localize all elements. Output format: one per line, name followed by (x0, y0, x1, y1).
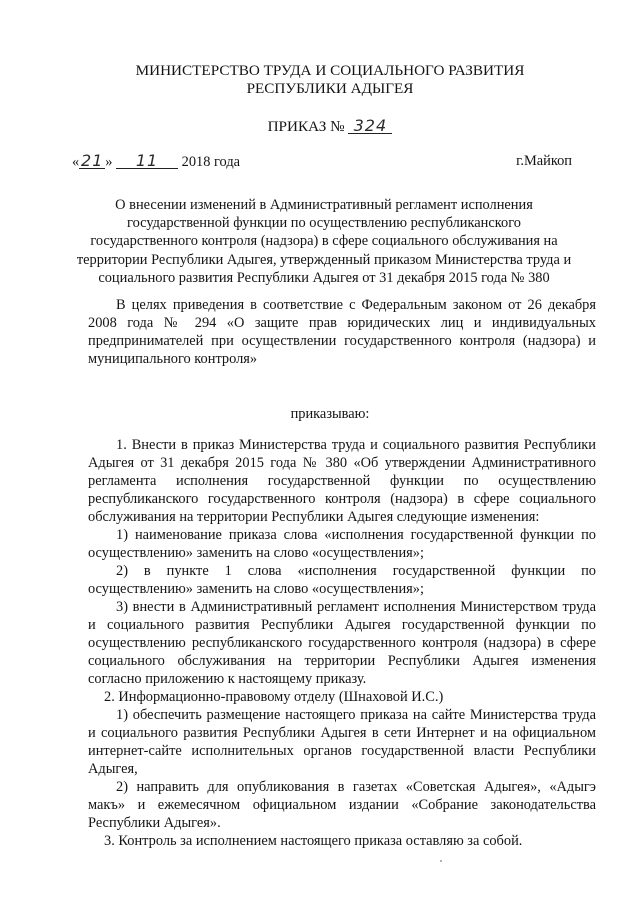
item-3: 3. Контроль за исполнением настоящего приказа оставляю за собой. (104, 833, 523, 849)
ministry-name-line1: МИНИСТЕРСТВО ТРУДА И СОЦИАЛЬНОГО РАЗВИТИЯ (135, 62, 525, 79)
date-day: 21 (81, 151, 104, 170)
item-1-3: 3) внести в Административный регламент исполнения Министерством труда и социального развития Республики Адыгея государственной функции по осуществлению республиканского государственного контроля (надзора) в сфере социального обслуживания на территории Республики Адыгея изменения согласно приложению к настоящему приказу. (88, 599, 596, 687)
item-2-2: 2) направить для опубликования в газетах «Советская Адыгея», «Адыгэ макъ» и ежемесячном официальном издании «Собрание законодательства Республики Адыгея». (88, 779, 596, 831)
order-subject (76, 196, 572, 287)
order-number: 324 (348, 118, 392, 134)
preamble-paragraph: В целях приведения в соответствие с Федеральным законом от 26 декабря 2008 года № 294 «О защите прав юридических лиц и индивидуальных предпринимателей при осуществлении государственного контроля (надзора) и муниципального контроля» (88, 297, 596, 367)
order-label: ПРИКАЗ № (267, 118, 345, 135)
scan-speck (440, 860, 442, 862)
item-1-1: 1) наименование приказа слова «исполнения государственной функции по осуществлению» заменить на слово «осуществления»; (88, 527, 596, 561)
ministry-header (60, 62, 600, 98)
item-2-1: 1) обеспечить размещение настоящего приказа на сайте Министерства труда и социального развития Республики Адыгея в сети Интернет и на официальном интернет-сайте исполнительных органов государственной власти Республики Адыгея, (88, 707, 596, 777)
subject-line: государственной функции по осуществлению республиканского (127, 215, 521, 232)
item-1: 1. Внести в приказ Министерства труда и социального развития Республики Адыгея от 31 декабря 2015 года № 380 «Об утверждении Административного регламента исполнения государственной функции по осуществлению республиканского государственного контроля (надзора) в сфере социального обслуживания на территории Республики Адыгея следующие изменения: (88, 437, 596, 525)
subject-line: территории Республики Адыгея, утвержденный приказом Министерства труда и (76, 251, 572, 268)
item-1-2: 2) в пункте 1 слова «исполнения государственной функции по осуществлению» заменить на слово «осуществления»; (88, 563, 596, 597)
item-2: 2. Информационно-правовому отделу (Шнаховой И.С.) (104, 689, 444, 705)
order-title (60, 118, 600, 136)
date-close-quote: » (105, 154, 113, 170)
date-month: 11 (116, 153, 178, 169)
city-name: г.Майкоп (516, 153, 572, 169)
orders-word: приказываю: (290, 406, 370, 422)
date-open-quote: « (72, 154, 80, 170)
order-items (88, 436, 596, 850)
subject-line: О внесении изменений в Административный регламент исполнения (115, 197, 533, 213)
date-year: 2018 года (181, 154, 241, 170)
order-date (72, 153, 572, 171)
ministry-name-line2: РЕСПУБЛИКИ АДЫГЕЯ (246, 80, 414, 97)
subject-line: социального развития Республики Адыгея от 31 декабря 2015 года № 380 (98, 269, 550, 286)
subject-line: государственного контроля (надзора) в сфере социального обслуживания на (90, 233, 558, 250)
